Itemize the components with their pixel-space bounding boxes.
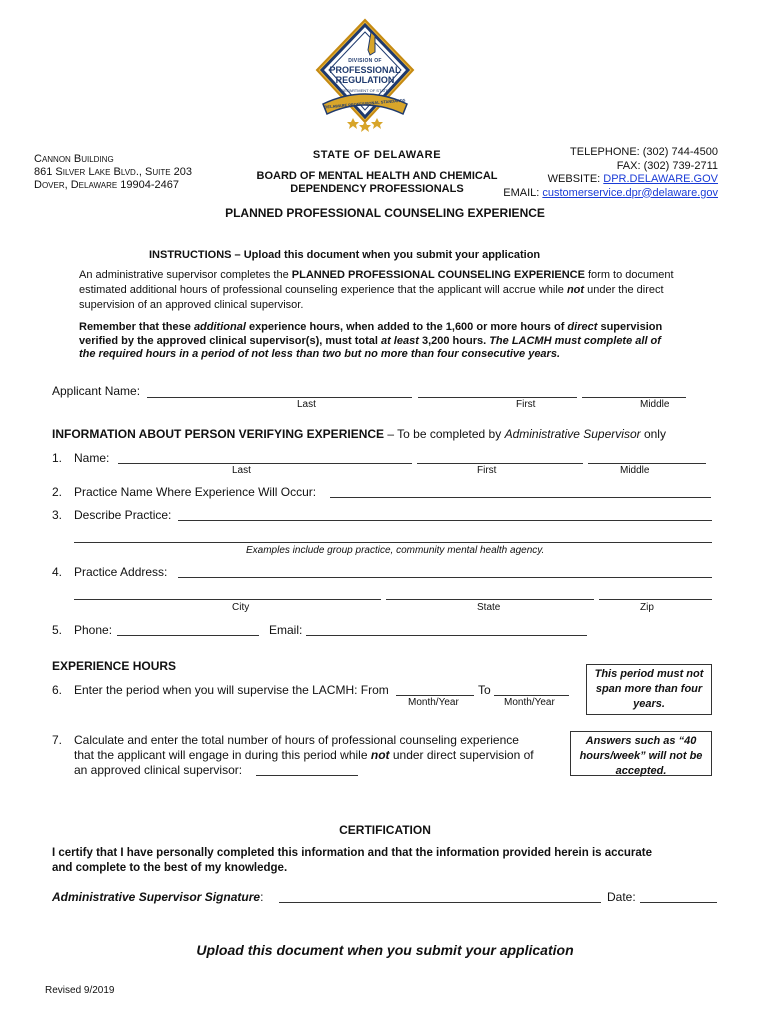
verifier-heading-rest: – To be completed by (384, 427, 505, 441)
item-7-number: 7. (52, 733, 63, 747)
fax: FAX: (302) 739-2711 (616, 159, 718, 172)
applicant-last-caption: Last (297, 399, 316, 410)
revision-date: Revised 9/2019 (45, 985, 115, 996)
hours-note-box: Answers such as “40 hours/week” will not be accepted. (570, 731, 712, 776)
q7-line-2-a: that the applicant will engage in during this period while (74, 748, 371, 762)
practice-address-field[interactable] (178, 577, 712, 578)
logo-division-of: DIVISION OF (348, 58, 382, 64)
p2-line-2-a: verified by the approved clinical supervisor(s), must total (79, 334, 381, 347)
telephone: TELEPHONE: (302) 744-4500 (570, 146, 718, 158)
logo-banner-text: DELAWARE PROFESSIONAL STANDARDS (324, 97, 406, 110)
certification-line-1: I certify that I have personally completed this information and that the information provided herein is accurate (52, 847, 653, 859)
item-5-number: 5. (52, 623, 63, 637)
period-note-box: This period must not span more than four years. (586, 664, 712, 715)
p2-line-3: the required hours in a period of not less than two but no more than four consecutive years. (79, 348, 561, 360)
p1-text-a: An administrative supervisor completes the (79, 269, 292, 281)
q7-line-3: an approved clinical supervisor: (74, 763, 243, 777)
q7-not: not (370, 748, 390, 762)
form-title: PLANNED PROFESSIONAL COUNSELING EXPERIENCE (225, 206, 545, 220)
website-link[interactable]: DPR.DELAWARE.GOV (603, 173, 718, 185)
item-1-number: 1. (52, 451, 63, 465)
p2-text-c: supervision (597, 321, 663, 333)
logo-department: DEPARTMENT OF STATE (341, 88, 389, 93)
address-line-3: Dover, Delaware 19904-2467 (34, 179, 179, 191)
item-4-number: 4. (52, 565, 63, 579)
item-6-number: 6. (52, 683, 63, 697)
p2-line-2-c: The LACMH must complete all of (489, 334, 661, 347)
p1-not: not (566, 284, 585, 296)
verifier-middle-field[interactable] (588, 463, 706, 464)
phone-label: Phone: (74, 623, 113, 637)
period-to-field[interactable] (494, 695, 569, 696)
p2-additional: additional (193, 321, 246, 333)
p2-direct: direct (567, 321, 598, 333)
experience-hours-heading: EXPERIENCE HOURS (52, 659, 177, 673)
email-link[interactable]: customerservice.dpr@delaware.gov (542, 186, 718, 199)
describe-practice-hint: Examples include group practice, community mental health agency. (246, 545, 545, 556)
describe-practice-label: Describe Practice: (74, 508, 172, 522)
p2-line-2-b: 3,200 hours. (418, 334, 490, 347)
p1-text-c: form to document (584, 269, 674, 281)
applicant-last-field[interactable] (147, 397, 412, 398)
address-line-1: Cannon Building (34, 153, 114, 165)
board-title-line-1: BOARD OF MENTAL HEALTH AND CHEMICAL (256, 170, 498, 182)
certification-line-2: and complete to the best of my knowledge. (52, 862, 288, 874)
applicant-first-caption: First (516, 399, 536, 410)
p1-line-3: supervision of an approved clinical supervisor. (79, 299, 304, 311)
logo-professional: PROFESSIONAL (329, 65, 401, 75)
item-2-number: 2. (52, 485, 63, 499)
from-month-year-caption: Month/Year (408, 697, 459, 708)
verifier-last-field[interactable] (118, 463, 412, 464)
verifier-heading-role: Administrative Supervisor (504, 427, 641, 441)
board-title-line-2: DEPENDENCY PROFESSIONALS (290, 183, 464, 195)
p2-text-b: experience hours, when added to the 1,600 or more hours of (245, 321, 568, 333)
verifier-last-caption: Last (232, 465, 251, 476)
instructions-paragraph-1 (79, 268, 719, 313)
total-hours-question (74, 733, 534, 778)
signature-field[interactable] (279, 902, 601, 903)
signature-label-text: Administrative Supervisor Signature (52, 890, 261, 904)
upload-reminder: Upload this document when you submit your application (196, 942, 574, 958)
dpr-logo (313, 18, 417, 136)
to-month-year-caption: Month/Year (504, 697, 555, 708)
state-caption: State (477, 602, 501, 613)
applicant-first-field[interactable] (418, 397, 577, 398)
describe-practice-field-2[interactable] (74, 542, 712, 543)
certification-statement (52, 846, 652, 876)
item-3-number: 3. (52, 508, 63, 522)
q7-line-2-b: under direct supervision of (389, 748, 534, 762)
p2-text-a: Remember that these (79, 321, 194, 333)
p1-form-name: PLANNED PROFESSIONAL COUNSELING EXPERIENCE (291, 269, 585, 281)
verifier-first-caption: First (477, 465, 497, 476)
address-line-2: 861 Silver Lake Blvd., Suite 203 (34, 166, 192, 178)
p2-at-least: at least (380, 334, 419, 347)
certification-heading: CERTIFICATION (339, 823, 431, 837)
state-title: STATE OF DELAWARE (312, 149, 442, 161)
date-field[interactable] (640, 902, 717, 903)
verifier-first-field[interactable] (417, 463, 583, 464)
instructions-paragraph-2 (79, 321, 719, 362)
p1-line-2: estimated additional hours of professional counseling experience that the applicant will accrue while (79, 284, 567, 296)
practice-name-label: Practice Name Where Experience Will Occur: (74, 485, 317, 499)
period-to-label: To (478, 683, 491, 697)
email-row (503, 187, 718, 201)
supervision-period-label: Enter the period when you will supervise the LACMH: From (74, 683, 389, 697)
period-from-field[interactable] (396, 695, 474, 696)
website-row (503, 173, 718, 187)
q7-line-1: Calculate and enter the total number of hours of professional counseling experience (74, 733, 519, 747)
verifier-section-heading (52, 427, 666, 441)
email-field[interactable] (306, 635, 587, 636)
applicant-name-label: Applicant Name: (52, 384, 141, 398)
signature-label (52, 890, 263, 904)
practice-zip-field[interactable] (599, 599, 712, 600)
practice-name-field[interactable] (330, 497, 711, 498)
office-address (34, 153, 192, 192)
describe-practice-field-1[interactable] (178, 520, 712, 521)
contact-block (503, 146, 718, 200)
total-hours-field[interactable] (256, 775, 358, 776)
applicant-middle-field[interactable] (582, 397, 686, 398)
email-label: Email: (269, 623, 303, 637)
zip-caption: Zip (640, 602, 654, 613)
phone-field[interactable] (117, 635, 259, 636)
verifier-heading-only: only (640, 427, 666, 441)
instructions-heading: INSTRUCTIONS – Upload this document when you submit your application (149, 249, 541, 261)
practice-state-field[interactable] (386, 599, 594, 600)
practice-address-label: Practice Address: (74, 565, 168, 579)
logo-regulation: REGULATION (335, 75, 395, 85)
verifier-heading-bold: INFORMATION ABOUT PERSON VERIFYING EXPERIENCE (52, 427, 385, 441)
date-label: Date: (607, 890, 636, 904)
city-caption: City (232, 602, 250, 613)
verifier-name-label: Name: (74, 451, 110, 465)
website-label: WEBSITE: (547, 173, 604, 185)
practice-city-field[interactable] (74, 599, 381, 600)
p1-line-2-end: under the direct (584, 284, 664, 296)
verifier-middle-caption: Middle (620, 465, 650, 476)
email-label: EMAIL: (503, 186, 543, 199)
signature-colon: : (260, 890, 264, 904)
applicant-middle-caption: Middle (640, 399, 670, 410)
